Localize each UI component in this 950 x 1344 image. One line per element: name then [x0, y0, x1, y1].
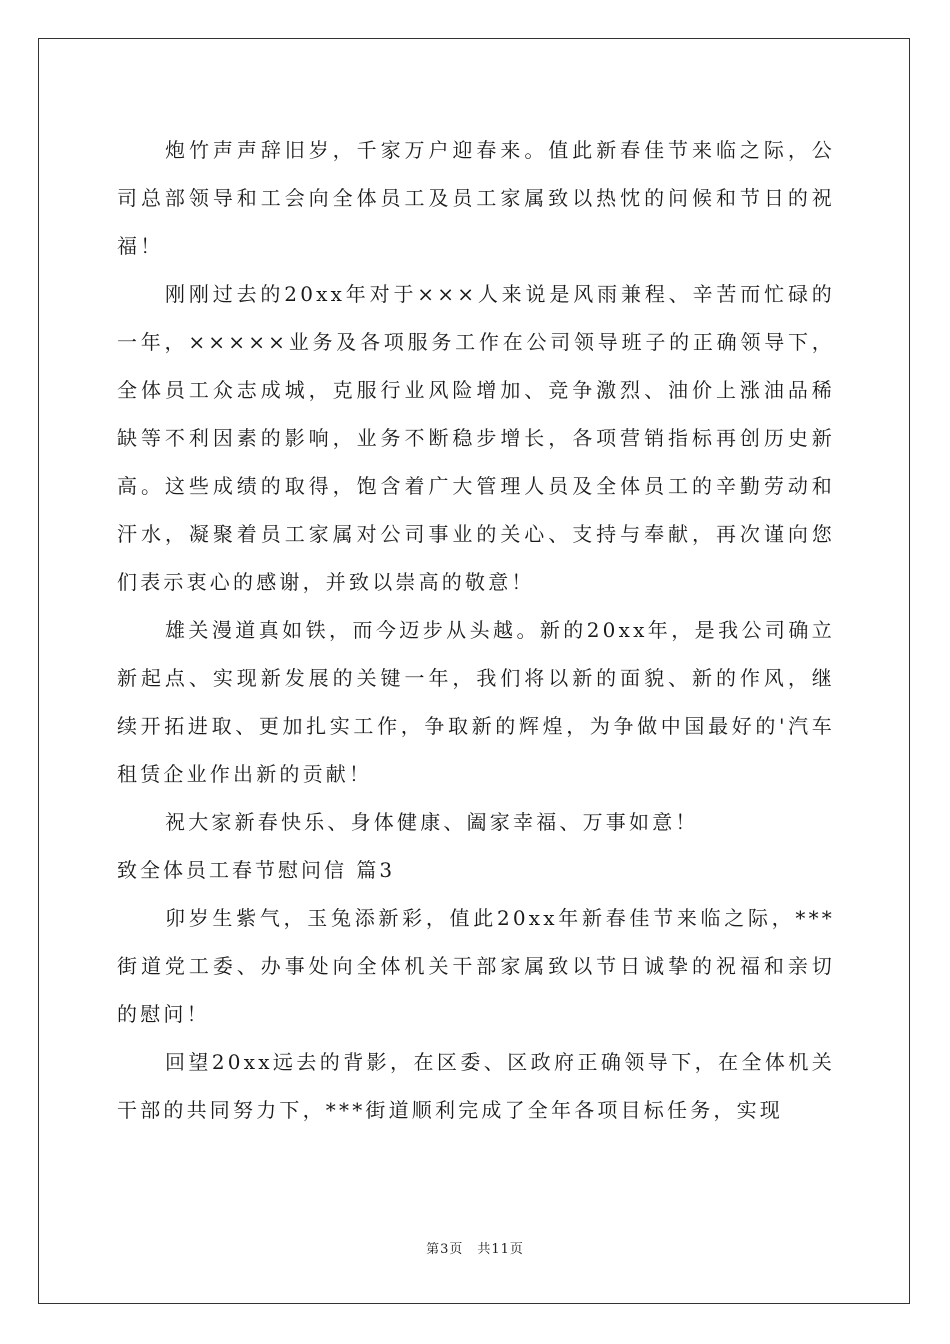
paragraph-review: 刚刚过去的20xx年对于×××人来说是风雨兼程、辛苦而忙碌的一年，×××××业务及各项服务工作在公司领导班子的正确领导下，全体员工众志成城，克服行业风险增加、竞争激烈、油价上涨油品稀缺等不利因素的影响，业务不断稳步增长，各项营销指标再创历史新高。这些成绩的取得，饱含着广大管理人员及全体员工的辛勤劳动和汗水，凝聚着员工家属对公司事业的关心、支持与奉献，再次谨向您们表示衷心的感谢，并致以崇高的敬意！ [117, 282, 835, 594]
paragraph-section-review: 回望20xx远去的背影，在区委、区政府正确领导下，在全体机关干部的共同努力下，***街道顺利完成了全年各项目标任务，实现 [117, 1050, 835, 1122]
document-body [117, 126, 835, 1134]
page-footer [0, 1238, 950, 1257]
paragraph-greeting: 炮竹声声辞旧岁，千家万户迎春来。值此新春佳节来临之际，公司总部领导和工会向全体员工及员工家属致以热忱的问候和节日的祝福！ [117, 138, 835, 258]
paragraph-section-greeting: 卯岁生紫气，玉兔添新彩，值此20xx年新春佳节来临之际，***街道党工委、办事处向全体机关干部家属致以节日诚挚的祝福和亲切的慰问！ [117, 906, 835, 1026]
page-total: 共11页 [477, 1242, 524, 1257]
section-heading: 致全体员工春节慰问信 篇3 [117, 858, 396, 882]
paragraph-outlook: 雄关漫道真如铁，而今迈步从头越。新的20xx年，是我公司确立新起点、实现新发展的关键一年，我们将以新的面貌、新的作风，继续开拓进取、更加扎实工作，争取新的辉煌，为争做中国最好的'汽车租赁企业作出新的贡献！ [117, 618, 835, 786]
paragraph-wishes: 祝大家新春快乐、身体健康、阖家幸福、万事如意！ [165, 810, 699, 834]
page-number: 第3页 [426, 1242, 464, 1257]
